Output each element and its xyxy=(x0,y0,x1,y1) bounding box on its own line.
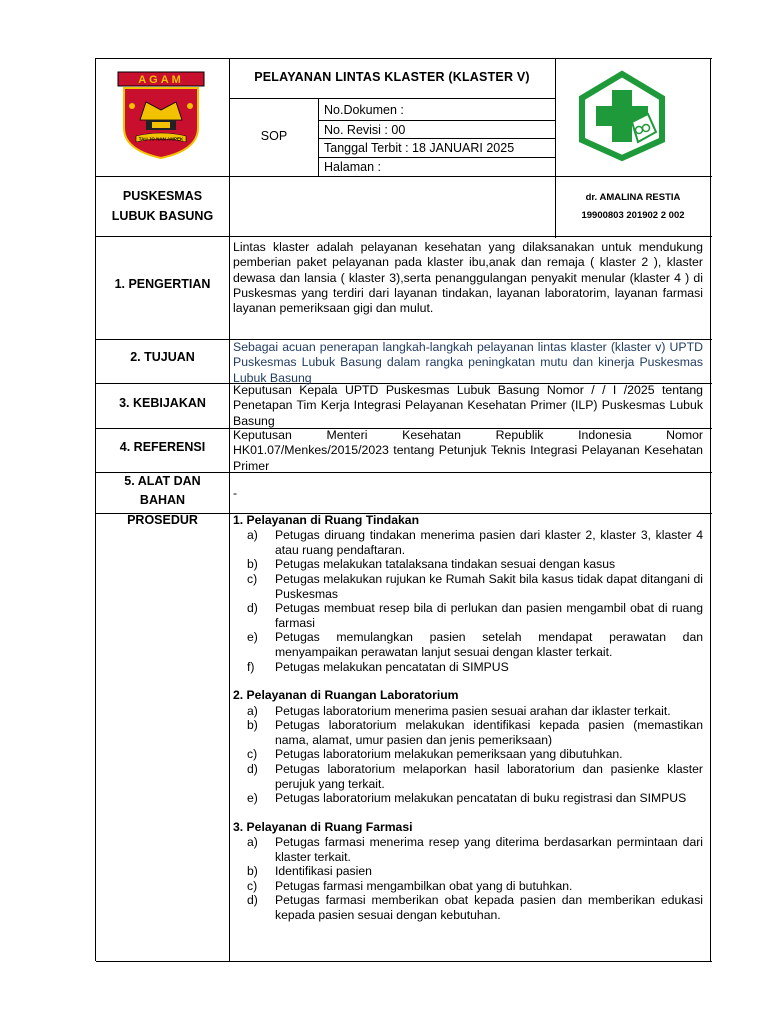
referensi-label: 4. REFERENSI xyxy=(119,440,206,454)
prosedur-section-3-list xyxy=(233,835,703,923)
publish-date: Tanggal Terbit : 18 JANUARI 2025 xyxy=(324,141,515,155)
alat-bahan-label xyxy=(96,472,229,510)
prosedur-item-text: Petugas diruang tindakan menerima pasien dari klaster 2, klaster 3, klaster 4 atau ruang pendaftaran. xyxy=(275,528,703,557)
revision-number: No. Revisi : 00 xyxy=(324,123,406,137)
title-underline xyxy=(229,98,555,99)
prosedur-item-text: Petugas membuat resep bila di perlukan dan pasien mengambil obat di ruang farmasi xyxy=(275,601,703,630)
head-name: dr. AMALINA RESTIA xyxy=(585,192,681,203)
prosedur-item xyxy=(233,572,703,601)
prosedur-item-text: Petugas laboratorium menerima pasien sesuai arahan dar iklaster terkait. xyxy=(275,703,671,718)
prosedur-item xyxy=(233,762,703,791)
puskesmas-logo xyxy=(576,70,668,162)
sop-divider xyxy=(318,98,319,176)
tujuan-label: 2. TUJUAN xyxy=(130,350,195,364)
pengertian-text: Lintas klaster adalah pelayanan kesehatan yang dilaksanakan untuk mendukung pemberian paket pelayanan pada klaster ibu,anak dan remaja ( klaster 2 ), klaster dewasa dan lansia ( klaster 3),serta penanggulangan penyakit menular (klaster 4 ) di Puskesmas yang terdiri dari layanan tindakan, layanan laboratorim, layanan farmasi layanan pemeriksaan gigi dan mulut. xyxy=(233,240,703,316)
head-signature-block xyxy=(558,189,708,225)
col-divider-right xyxy=(555,58,556,238)
prosedur-item xyxy=(233,864,703,879)
prosedur-item-text: Petugas melakukan pencatatan di SIMPUS xyxy=(275,659,509,674)
prosedur-section-1-title: 1. Pelayanan di Ruang Tindakan xyxy=(233,513,420,527)
prosedur-item-marker: a) xyxy=(247,834,258,849)
col-divider-left xyxy=(229,58,230,961)
doc-line-2 xyxy=(318,138,555,139)
prosedur-item-marker: e) xyxy=(247,791,258,806)
referensi-text: Keputusan Menteri Kesehatan Republik Indonesia Nomor HK01.07/Menkes/2015/2023 tentang Petunjuk Teknis Integrasi Pelayanan Kesehatan Primer xyxy=(233,428,703,473)
agam-logo-motto: TAU JO NAN AMPEK xyxy=(138,136,184,142)
org-name-line2: LUBUK BASUNG xyxy=(111,209,214,223)
sop-label: SOP xyxy=(260,129,288,143)
prosedur-item-marker: d) xyxy=(247,601,258,616)
border-bottom xyxy=(96,961,712,962)
prosedur-item-text: Identifikasi pasien xyxy=(275,864,372,879)
prosedur-item xyxy=(233,601,703,630)
prosedur-item-marker: b) xyxy=(247,718,258,733)
prosedur-item-marker: d) xyxy=(247,893,258,908)
page-number: Halaman : xyxy=(324,160,381,174)
prosedur-section-1-list xyxy=(233,528,703,674)
prosedur-item xyxy=(233,879,703,894)
kebijakan-text: Keputusan Kepala UPTD Puskesmas Lubuk Basung Nomor / / I /2025 tentang Penetapan Tim Kerja Integrasi Pelayanan Kesehatan Primer (ILP) Puskesmas Lubuk Basung xyxy=(233,383,703,428)
prosedur-item xyxy=(233,718,703,747)
kebijakan-label: 3. KEBIJAKAN xyxy=(119,396,206,410)
sop-document xyxy=(95,58,711,961)
prosedur-item-marker: e) xyxy=(247,630,258,645)
head-nip: 19900803 201902 2 002 xyxy=(581,210,685,221)
prosedur-item-text: Petugas farmasi mengambilkan obat yang di butuhkan. xyxy=(275,878,573,893)
tujuan-text: Sebagai acuan penerapan langkah-langkah pelayanan lintas klaster (klaster v) UPTD Puskesmas Lubuk Basung dalam rangka peningkatan mutu dan kinerja Puskesmas Lubuk Basung xyxy=(233,340,703,385)
border-top xyxy=(96,58,712,59)
pengertian-label: 1. PENGERTIAN xyxy=(114,277,211,291)
agam-logo xyxy=(116,70,206,160)
prosedur-item-text: Petugas melakukan rujukan ke Rumah Sakit bila kasus tidak dapat ditangani di Puskesmas xyxy=(275,572,703,601)
doc-number: No.Dokumen : xyxy=(324,103,404,117)
prosedur-item-text: Petugas memulangkan pasien setelah mendapat perawatan dan menyampaikan perawatan lanjut sesuai dengan klaster terkait. xyxy=(275,630,703,660)
agam-logo-text: AGAM xyxy=(138,74,184,86)
prosedur-item-marker: a) xyxy=(247,528,258,543)
org-name xyxy=(96,186,229,226)
prosedur-item-marker: a) xyxy=(247,703,258,718)
prosedur-item-text: Petugas laboratorium melakukan pencatatan di buku registrasi dan SIMPUS xyxy=(275,791,687,806)
prosedur-item-text: Petugas laboratorium melakukan identifikasi kepada pasien (memastikan nama, alamat, umur pasien dan jenis pemeriksaan) xyxy=(275,718,703,747)
prosedur-section-3-title: 3. Pelayanan di Ruang Farmasi xyxy=(233,819,413,834)
doc-line-1 xyxy=(318,120,555,121)
alat-bahan-label-line1: 5. ALAT DAN xyxy=(124,474,201,488)
org-name-line1: PUSKESMAS xyxy=(122,189,203,203)
prosedur-item xyxy=(233,791,703,806)
prosedur-item-marker: d) xyxy=(247,761,258,776)
org-bottom-line xyxy=(96,236,712,237)
doc-line-3 xyxy=(318,157,555,158)
header-bottom-line xyxy=(96,176,712,177)
alat-bahan-text: - xyxy=(233,486,238,500)
prosedur-item-marker: b) xyxy=(247,557,258,572)
prosedur-item-text: Petugas farmasi menerima resep yang diterima berdasarkan permintaan dari klaster terkait. xyxy=(275,834,703,864)
prosedur-item xyxy=(233,660,703,675)
prosedur-item-text: Petugas laboratorium melaporkan hasil laboratorium dan pasienke klaster perujuk yang terkait. xyxy=(275,761,703,791)
prosedur-item-marker: b) xyxy=(247,864,258,879)
prosedur-item xyxy=(233,528,703,557)
prosedur-item-marker: c) xyxy=(247,747,258,762)
prosedur-item-text: Petugas melakukan tatalaksana tindakan sesuai dengan kasus xyxy=(275,557,616,572)
alat-bahan-label-line2: BAHAN xyxy=(139,493,186,507)
prosedur-content xyxy=(233,513,703,923)
prosedur-item-marker: c) xyxy=(247,878,258,893)
prosedur-item-marker: c) xyxy=(247,572,258,587)
prosedur-item xyxy=(233,835,703,864)
prosedur-label: PROSEDUR xyxy=(127,513,198,527)
prosedur-item-text: Petugas farmasi memberikan obat kepada pasien dan memberikan edukasi kepada pasien sesuai dengan kebutuhan. xyxy=(275,893,703,922)
prosedur-item-text: Petugas laboratorium melakukan pemeriksaan yang dibutuhkan. xyxy=(275,747,623,762)
prosedur-item xyxy=(233,630,703,659)
prosedur-item xyxy=(233,893,703,922)
prosedur-item xyxy=(233,704,703,719)
prosedur-item-marker: f) xyxy=(247,659,255,674)
prosedur-section-2-title: 2. Pelayanan di Ruangan Laboratorium xyxy=(233,688,459,703)
prosedur-item xyxy=(233,747,703,762)
prosedur-section-2-list xyxy=(233,704,703,806)
prosedur-item xyxy=(233,557,703,572)
document-title: PELAYANAN LINTAS KLASTER (KLASTER V) xyxy=(254,70,530,84)
